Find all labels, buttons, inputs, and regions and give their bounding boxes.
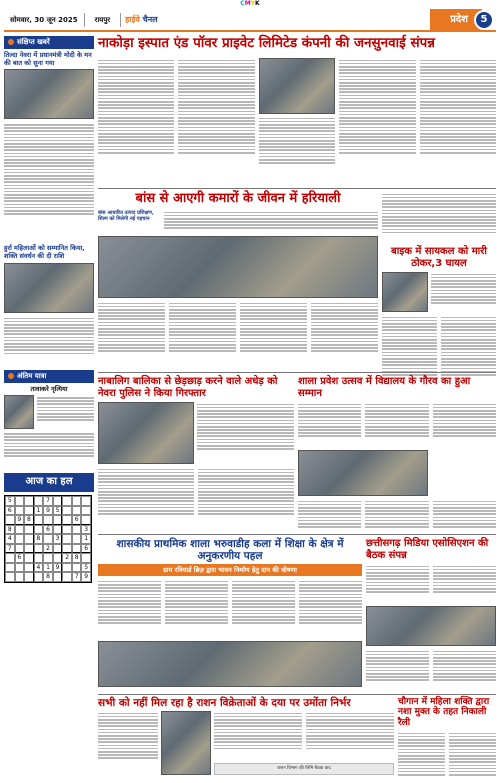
sudoku-cell (5, 572, 15, 582)
sudoku-cell: 9 (15, 515, 25, 525)
sudoku-cell (72, 525, 82, 535)
story-6-photo (98, 641, 362, 687)
cmyk-c: C (240, 0, 245, 7)
puzzle-solution-header: आज का हल (4, 473, 94, 492)
divider (98, 534, 496, 535)
brand-part-a: हाईवे (125, 15, 140, 24)
sudoku-cell (24, 496, 34, 506)
sudoku-cell (24, 563, 34, 573)
sudoku-cell (15, 563, 25, 573)
story-3-photo (382, 272, 428, 312)
story-1-col-4 (339, 58, 415, 186)
story-2 (98, 192, 378, 369)
story-2-subhead: बांस आधारित उत्पाद प्रशिक्षण, शिल्प को मिलेगी नई पहचान (98, 209, 154, 223)
bullet-icon (8, 39, 14, 45)
sudoku-cell: 9 (53, 563, 63, 573)
sudoku-cell (62, 534, 72, 544)
issue-date: सोमवार, 30 जून 2025 (10, 15, 78, 24)
sudoku-cell (81, 553, 91, 563)
story-4 (98, 376, 294, 533)
story-3 (382, 192, 496, 395)
story-1-col-3 (259, 58, 335, 186)
brand-part-b: चैनल (142, 15, 158, 24)
obituary-subtitle: तावाकरे नृत्यिया (30, 384, 68, 393)
sudoku-cell: 6 (43, 525, 53, 535)
story-1-col-2 (178, 58, 254, 186)
brief-story-1-headline: तिल्दा नेवरा में प्रधानमंत्री मोदी के मन की बात को सुना गया (4, 50, 92, 67)
story-4-headline: नाबालिग बालिका से छेड़छाड़ करने वाले अधेड़ को नेवरा पुलिस ने किया गिरफ्तार (98, 376, 278, 399)
sudoku-cell: 4 (34, 563, 44, 573)
sudoku-cell: 7 (5, 544, 15, 554)
sudoku-cell (15, 506, 25, 516)
sudoku-cell: 1 (34, 506, 44, 516)
story-5 (298, 376, 496, 539)
sudoku-cell (62, 572, 72, 582)
brief-news-header (4, 36, 94, 49)
sudoku-cell (53, 515, 63, 525)
sudoku-cell (53, 553, 63, 563)
cmyk-k: K (255, 0, 260, 7)
sudoku-cell: 7 (43, 496, 53, 506)
sudoku-cell (81, 496, 91, 506)
story-8-caption: राशन विभाग की लिमि बैठक वाद (214, 763, 394, 775)
story-1-headline: नाकोड़ा इस्पात एंड पॉवर प्राइवेट लिमिटेड कंपनी की जनसुनवाई संपन्न (98, 35, 435, 51)
section-title: प्रदेश (430, 9, 482, 31)
brief-news-title: संक्षिप्त खबरें (17, 38, 50, 46)
sudoku-cell (72, 496, 82, 506)
sudoku-cell (62, 525, 72, 535)
story-8-headline: सभी को नहीं मिल रहा है राशन विक्रेताओं के दया पर उमोंता निर्भर (98, 697, 351, 709)
story-8 (98, 697, 394, 775)
left-column (4, 36, 94, 779)
brief-story-1-body (4, 122, 94, 242)
sudoku-cell: 6 (72, 515, 82, 525)
edition-city: रायपुर (94, 15, 111, 24)
sudoku-cell: 1 (81, 534, 91, 544)
brief-story-2-photo (4, 263, 94, 313)
divider (98, 188, 496, 189)
page-number: 5 (474, 10, 494, 30)
story-3-headline: बाइक में सायकल को मारी ठोकर,3 घायल (391, 246, 487, 269)
sudoku-cell: 3 (53, 534, 63, 544)
obituary-header (4, 370, 94, 383)
page-header (4, 10, 496, 32)
sudoku-cell: 5 (81, 563, 91, 573)
sudoku-cell (5, 553, 15, 563)
sudoku-cell (5, 515, 15, 525)
sudoku-cell (53, 544, 63, 554)
sudoku-cell (62, 544, 72, 554)
sudoku-cell (34, 515, 44, 525)
sudoku-cell: 3 (81, 525, 91, 535)
sudoku-cell: 2 (62, 553, 72, 563)
sudoku-cell (53, 496, 63, 506)
sudoku-cell: 8 (24, 515, 34, 525)
obituary-title: अंतिम यात्रा (17, 371, 47, 380)
story-7 (366, 538, 496, 693)
story-9 (398, 697, 496, 783)
story-6 (98, 538, 362, 687)
sudoku-cell: 5 (5, 496, 15, 506)
story-6-banner: ग्राम रवियार्ड ब्रिज़ द्वारा भावन निर्माण हेतु दान की घोषणा (98, 564, 362, 576)
sudoku-cell (72, 563, 82, 573)
sudoku-cell (81, 506, 91, 516)
sudoku-cell (15, 534, 25, 544)
sudoku-cell (72, 534, 82, 544)
brief-story-1-photo (4, 69, 94, 119)
sudoku-cell: 1 (43, 563, 53, 573)
brief-story-2-headline: हुर्रा महिलाओं को सम्मानित किया, शक्ति संवर्धन की दी राशि (4, 244, 85, 261)
story-1-col-1 (98, 58, 174, 186)
sudoku-cell: 5 (53, 506, 63, 516)
sudoku-cell (24, 553, 34, 563)
story-6-headline: शासकीय प्राथमिक शाला भरुवाडीह कला में शिक्षा के क्षेत्र में अनुकरणीय पहल (116, 538, 344, 563)
story-2-headline: बांस से आएगी कमारों के जीवन में हरियाली (135, 191, 341, 206)
sudoku-cell (34, 496, 44, 506)
sudoku-cell (15, 572, 25, 582)
sudoku-cell: 6 (15, 553, 25, 563)
sudoku-cell (62, 515, 72, 525)
story-2-photo (98, 236, 378, 298)
story-1-body (98, 58, 496, 186)
sudoku-cell: 8 (72, 553, 82, 563)
sudoku-cell (81, 515, 91, 525)
story-1-col-5 (420, 58, 496, 186)
sudoku-cell (24, 534, 34, 544)
story-5-photo (298, 450, 428, 496)
sudoku-cell (24, 572, 34, 582)
sudoku-cell (62, 506, 72, 516)
cmyk-y: Y (250, 0, 256, 7)
sudoku-cell (24, 544, 34, 554)
sudoku-cell (62, 496, 72, 506)
sudoku-cell (43, 534, 53, 544)
print-registration-marks (0, 0, 500, 9)
obituary-photo (4, 395, 34, 429)
bullet-icon (8, 373, 14, 379)
sudoku-cell: 9 (43, 506, 53, 516)
sudoku-cell (72, 544, 82, 554)
story-5-headline: शाला प्रवेश उत्सव में विद्यालय के गौरव का हुआ सम्मान (298, 376, 471, 399)
sudoku-cell: 6 (5, 506, 15, 516)
brief-story-2-body (4, 316, 94, 366)
sudoku-cell (15, 496, 25, 506)
sudoku-cell (43, 515, 53, 525)
obituary-content (4, 395, 94, 429)
masthead-brand (121, 15, 161, 25)
story-1-photo (259, 58, 335, 114)
sudoku-cell (53, 572, 63, 582)
sudoku-cell: 6 (81, 544, 91, 554)
sudoku-cell (34, 525, 44, 535)
sudoku-cell: 7 (72, 572, 82, 582)
sudoku-cell (53, 525, 63, 535)
sudoku-cell (34, 544, 44, 554)
story-7-headline: छत्तीसगढ़ मिडिया एसोसिएशन की बैठक संपन्न (366, 538, 489, 561)
story-1 (98, 36, 496, 52)
sudoku-cell (15, 544, 25, 554)
obituary-body (37, 395, 94, 429)
sudoku-cell: 8 (5, 525, 15, 535)
sudoku-cell (24, 506, 34, 516)
divider (98, 372, 496, 373)
story-4-photo (98, 402, 194, 464)
sudoku-cell (43, 553, 53, 563)
sudoku-cell: 2 (43, 544, 53, 554)
sudoku-cell: 4 (5, 534, 15, 544)
sudoku-cell (72, 506, 82, 516)
sudoku-cell: 9 (81, 572, 91, 582)
sudoku-cell (34, 572, 44, 582)
main-content (98, 36, 496, 779)
story-8-photo (161, 711, 211, 775)
sudoku-cell: 8 (34, 534, 44, 544)
sudoku-cell (5, 563, 15, 573)
story-7-photo (366, 606, 496, 646)
sudoku-cell: 8 (43, 572, 53, 582)
cmyk-m: M (244, 0, 251, 7)
obituary-body-cont (4, 431, 94, 467)
sudoku-solution-grid (4, 495, 92, 583)
divider (98, 694, 496, 695)
sudoku-cell (34, 553, 44, 563)
sudoku-cell (62, 563, 72, 573)
sudoku-cell (24, 525, 34, 535)
sudoku-cell (15, 525, 25, 535)
story-9-headline: चौगान में महिला शक्ति द्वारा नशा मुक्त के तहत निकाली रैली (398, 697, 490, 728)
